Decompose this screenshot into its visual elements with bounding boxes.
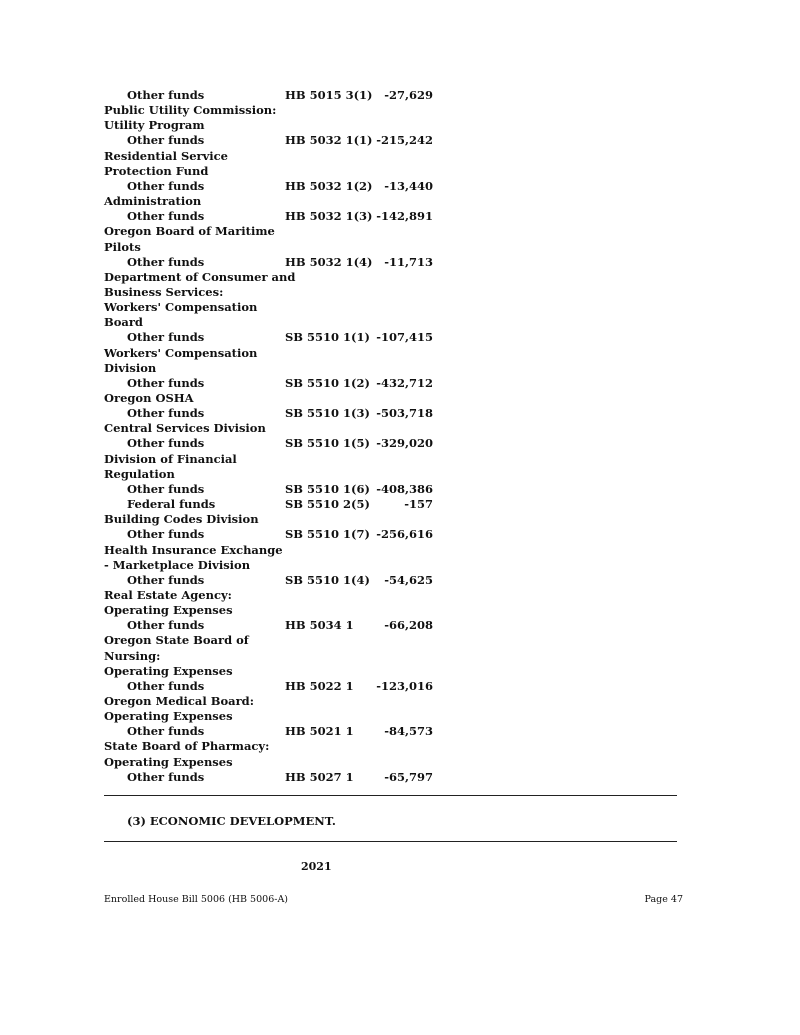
bill-reference: SB 5510 1(1) — [285, 330, 370, 345]
line-label: Other funds — [127, 88, 205, 102]
bill-reference: SB 5510 1(3) — [285, 406, 370, 421]
bill-reference: SB 5510 1(7) — [285, 527, 370, 542]
line-label: Administration — [104, 194, 202, 209]
line-label: Division — [104, 360, 157, 375]
bill-reference: SB 5510 2(5) — [285, 497, 370, 512]
bill-reference: HB 5034 1 — [285, 618, 354, 633]
line-label: Other funds — [127, 527, 205, 542]
line-label: Protection Fund — [104, 163, 209, 178]
line-label: Oregon OSHA — [104, 391, 194, 405]
line-label: Workers' Compensation — [104, 300, 258, 315]
line-label: Other funds — [127, 178, 205, 193]
amount: -123,016 — [376, 678, 433, 693]
line-label: State Board of Pharmacy: — [104, 739, 270, 754]
line-label: Operating Expenses — [104, 709, 233, 724]
line-label: Other funds — [127, 436, 205, 451]
bill-reference: HB 5032 1(2) — [285, 178, 373, 193]
line-label: Department of Consumer and — [104, 269, 296, 284]
amount: -256,616 — [376, 527, 433, 542]
amount: -54,625 — [384, 572, 433, 587]
amount: -408,386 — [376, 481, 433, 496]
line-label: Other funds — [127, 254, 205, 269]
line-label: Nursing: — [104, 648, 161, 663]
line-label: Oregon Board of Maritime — [104, 224, 275, 239]
line-label: Other funds — [127, 572, 205, 587]
bill-reference: SB 5510 1(6) — [285, 481, 370, 496]
line-label: Other funds — [127, 678, 205, 693]
bill-reference: SB 5510 1(4) — [285, 572, 370, 587]
bill-reference: HB 5015 3(1) — [285, 88, 373, 102]
line-label: Utility Program — [104, 118, 205, 133]
amount: -65,797 — [384, 769, 433, 784]
footer-bill-title: Enrolled House Bill 5006 (HB 5006-A) — [104, 894, 289, 905]
bill-reference: SB 5510 1(5) — [285, 436, 370, 451]
amount: -142,891 — [376, 209, 433, 224]
amount: -215,242 — [376, 133, 433, 148]
line-label: Other funds — [127, 406, 205, 421]
line-label: Other funds — [127, 330, 205, 345]
line-label: Other funds — [127, 618, 205, 633]
line-label: Division of Financial — [104, 451, 237, 466]
line-label: Business Services: — [104, 284, 224, 299]
line-label: Operating Expenses — [104, 663, 233, 678]
amount: -503,718 — [376, 406, 433, 421]
bill-reference: HB 5032 1(1) — [285, 133, 373, 148]
bill-reference: HB 5027 1 — [285, 769, 354, 784]
line-label: Regulation — [104, 466, 175, 481]
bill-reference: SB 5510 1(2) — [285, 375, 370, 390]
line-label: Other funds — [127, 724, 205, 739]
amount: -66,208 — [384, 618, 433, 633]
line-label: Residential Service — [104, 148, 228, 163]
line-label: Building Codes Division — [104, 512, 259, 527]
year-label: 2021 — [301, 860, 332, 873]
line-label: Other funds — [127, 769, 205, 784]
bill-reference: HB 5032 1(4) — [285, 254, 373, 269]
amount: -84,573 — [384, 724, 433, 739]
bill-reference: HB 5021 1 — [285, 724, 354, 739]
line-label: Real Estate Agency: — [104, 587, 232, 602]
line-label: Operating Expenses — [104, 603, 233, 618]
line-label: Board — [104, 315, 143, 330]
amount: -329,020 — [376, 436, 433, 451]
line-label: Federal funds — [127, 497, 216, 512]
amount: -11,713 — [384, 254, 433, 269]
line-label: Oregon State Board of — [104, 633, 249, 648]
section-heading: (3) ECONOMIC DEVELOPMENT. — [127, 814, 336, 828]
line-label: Public Utility Commission: — [104, 103, 277, 118]
section-divider-top — [104, 795, 677, 796]
amount: -157 — [404, 497, 433, 512]
bill-reference: HB 5032 1(3) — [285, 209, 373, 224]
line-label: Central Services Division — [104, 421, 266, 436]
line-label: - Marketplace Division — [104, 557, 251, 572]
footer-page-number: Page 47 — [644, 894, 683, 905]
bill-reference: HB 5022 1 — [285, 678, 354, 693]
section-divider-bottom — [104, 841, 677, 842]
line-label: Workers' Compensation — [104, 345, 258, 360]
line-label: Oregon Medical Board: — [104, 694, 254, 708]
line-label: Other funds — [127, 481, 205, 496]
amount: -27,629 — [384, 88, 433, 102]
line-label: Operating Expenses — [104, 754, 233, 769]
amount: -13,440 — [384, 178, 433, 193]
line-label: Pilots — [104, 239, 141, 254]
amount: -107,415 — [376, 330, 433, 345]
line-label: Other funds — [127, 133, 205, 148]
line-label: Other funds — [127, 209, 205, 224]
amount: -432,712 — [376, 375, 433, 390]
line-label: Other funds — [127, 375, 205, 390]
line-label: Health Insurance Exchange — [104, 542, 283, 557]
